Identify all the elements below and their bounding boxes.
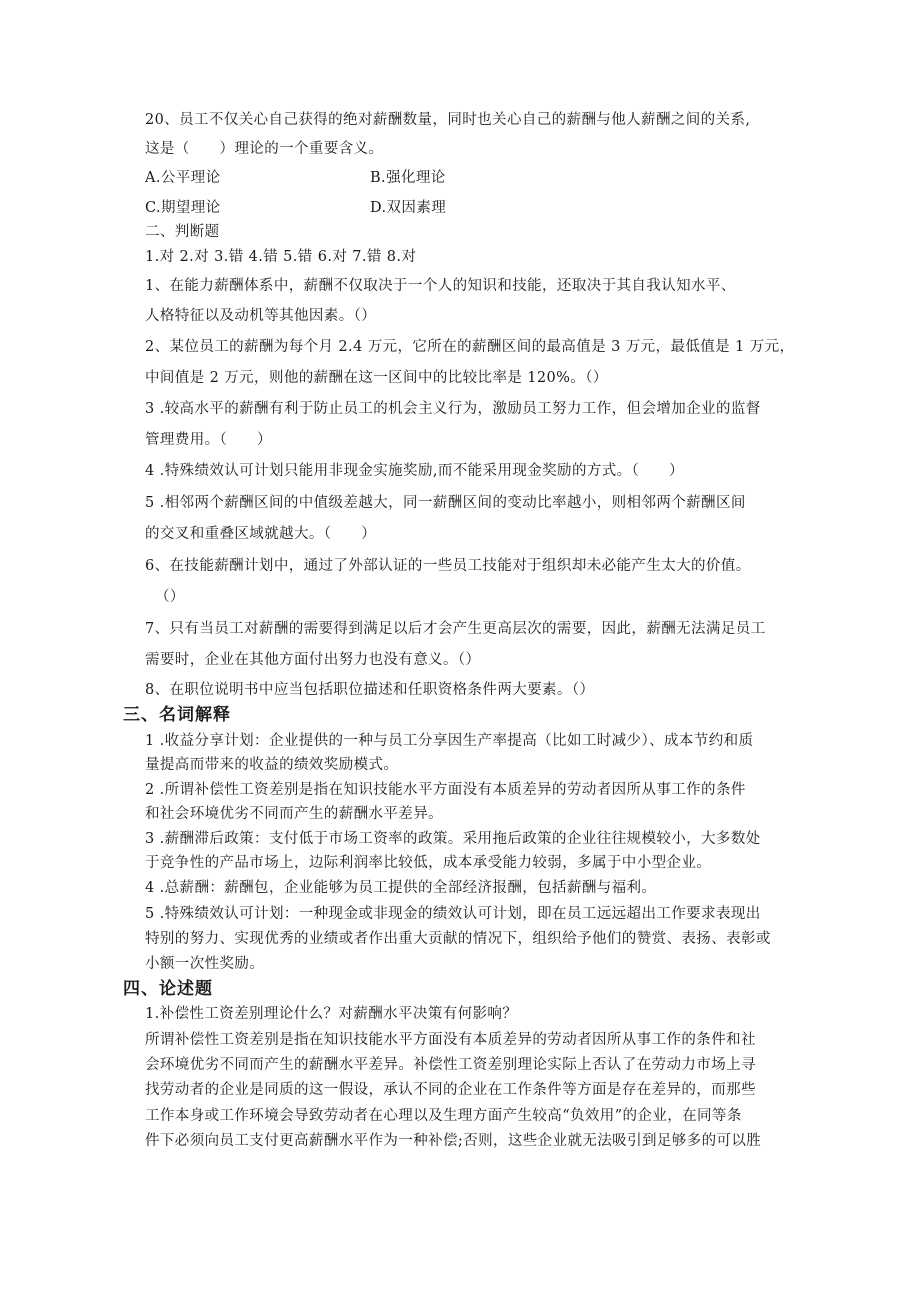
term-2-line-2: 和社会环境优劣不同而产生的薪酬水平差异。 [145, 806, 443, 822]
judge-item-5-line-1: 5 .相邻两个薪酬区间的中值级差越大，同一薪酬区间的变动比率越小，则相邻两个薪酬区间 [145, 495, 746, 511]
q20-option-d: D.双因素理 [370, 200, 447, 216]
term-2-line-1: 2 .所谓补偿性工资差别是指在知识技能水平方面没有本质差异的劳动者因所从事工作的条件 [145, 782, 746, 798]
essay-question: 1.补偿性工资差别理论什么？对薪酬水平决策有何影响？ [145, 1006, 518, 1022]
answer-key: 1.对 2.对 3.错 4.错 5.错 6.对 7.错 8.对 [145, 249, 417, 265]
judge-item-3-line-1: 3 .较高水平的薪酬有利于防止员工的机会主义行为，激励员工努力工作，但会增加企业的监督 [145, 401, 761, 417]
term-3-line-2: 于竞争性的产品市场上，边际利润率比较低，成本承受能力较弱，多属于中小型企业。 [145, 855, 712, 871]
q20-option-b: B.强化理论 [370, 170, 446, 186]
judge-item-7-line-1: 7、只有当员工对薪酬的需要得到满足以后才会产生更高层次的需要，因此，薪酬无法满足员工 [145, 621, 766, 637]
essay-line-4: 工作本身或工作环境会导致劳动者在心理以及生理方面产生较高“负效用”的企业，在同等条 [145, 1108, 742, 1124]
judge-item-8: 8、在职位说明书中应当包括职位描述和任职资格条件两大要素。（） [145, 682, 595, 698]
judge-item-4: 4 .特殊绩效认可计划只能用非现金实施奖励,而不能采用现金奖励的方式。（ ） [145, 463, 684, 479]
term-5-line-2: 特别的努力、实现优秀的业绩或者作出重大贡献的情况下，组织给予他们的赞赏、表扬、表彰或 [145, 931, 771, 947]
essay-line-3: 找劳动者的企业是同质的这一假设，承认不同的企业在工作条件等方面是存在差异的，而那些 [145, 1082, 756, 1098]
judge-item-3-line-2: 管理费用。（ ） [145, 432, 272, 448]
term-3-line-1: 3 .薪酬滞后政策：支付低于市场工资率的政策。采用拖后政策的企业往往规模较小，大多数处 [145, 831, 761, 847]
q20-line-1: 20、员工不仅关心自己获得的绝对薪酬数量，同时也关心自己的薪酬与他人薪酬之间的关系, [145, 112, 751, 128]
judge-item-7-line-2: 需要时，企业在其他方面付出努力也没有意义。（） [145, 652, 481, 668]
q20-option-a: A.公平理论 [145, 170, 221, 186]
term-1-line-1: 1 .收益分享计划：企业提供的一种与员工分享因生产率提高（比如工时减少）、成本节约和质 [145, 733, 754, 749]
essay-line-1: 所谓补偿性工资差别是指在知识技能水平方面没有本质差异的劳动者因所从事工作的条件和社 [145, 1032, 756, 1048]
q20-line-2: 这是（ ）理论的一个重要含义。 [145, 141, 384, 157]
section-2-title: 二、判断题 [145, 224, 220, 240]
judge-item-1-line-2: 人格特征以及动机等其他因素。（） [145, 308, 377, 324]
judge-item-5-line-2: 的交叉和重叠区域就越大。（ ） [145, 526, 377, 542]
term-5-line-1: 5 .特殊绩效认可计划：一种现金或非现金的绩效认可计划，即在员工远远超出工作要求表现出 [145, 906, 761, 922]
essay-line-5: 件下必须向员工支付更高薪酬水平作为一种补偿;否则，这些企业就无法吸引到足够多的可以胜 [145, 1133, 762, 1149]
judge-item-2-line-2: 中间值是 2 万元，则他的薪酬在这一区间中的比较比率是 120%。（） [145, 370, 608, 386]
term-1-line-2: 量提高而带来的收益的绩效奖励模式。 [145, 757, 399, 773]
judge-item-6-line-1: 6、在技能薪酬计划中，通过了外部认证的一些员工技能对于组织却未必能产生太大的价值。 [145, 558, 751, 574]
judge-item-6-line-2: （） [155, 589, 185, 605]
section-3-title: 三、名词解释 [123, 705, 231, 725]
term-5-line-3: 小额一次性奖励。 [145, 956, 265, 972]
judge-item-1-line-1: 1、在能力薪酬体系中，薪酬不仅取决于一个人的知识和技能，还取决于其自我认知水平、 [145, 278, 736, 294]
term-4: 4 .总薪酬：薪酬包，企业能够为员工提供的全部经济报酬，包括薪酬与福利。 [145, 880, 657, 896]
section-4-title: 四、论述题 [123, 979, 213, 999]
essay-line-2: 会环境优劣不同而产生的薪酬水平差异。补偿性工资差别理论实际上否认了在劳动力市场上寻 [145, 1057, 756, 1073]
q20-option-c: C.期望理论 [145, 200, 221, 216]
judge-item-2-line-1: 2、某位员工的薪酬为每个月 2.4 万元，它所在的薪酬区间的最高值是 3 万元，最低值是 1 万元， [145, 339, 795, 355]
